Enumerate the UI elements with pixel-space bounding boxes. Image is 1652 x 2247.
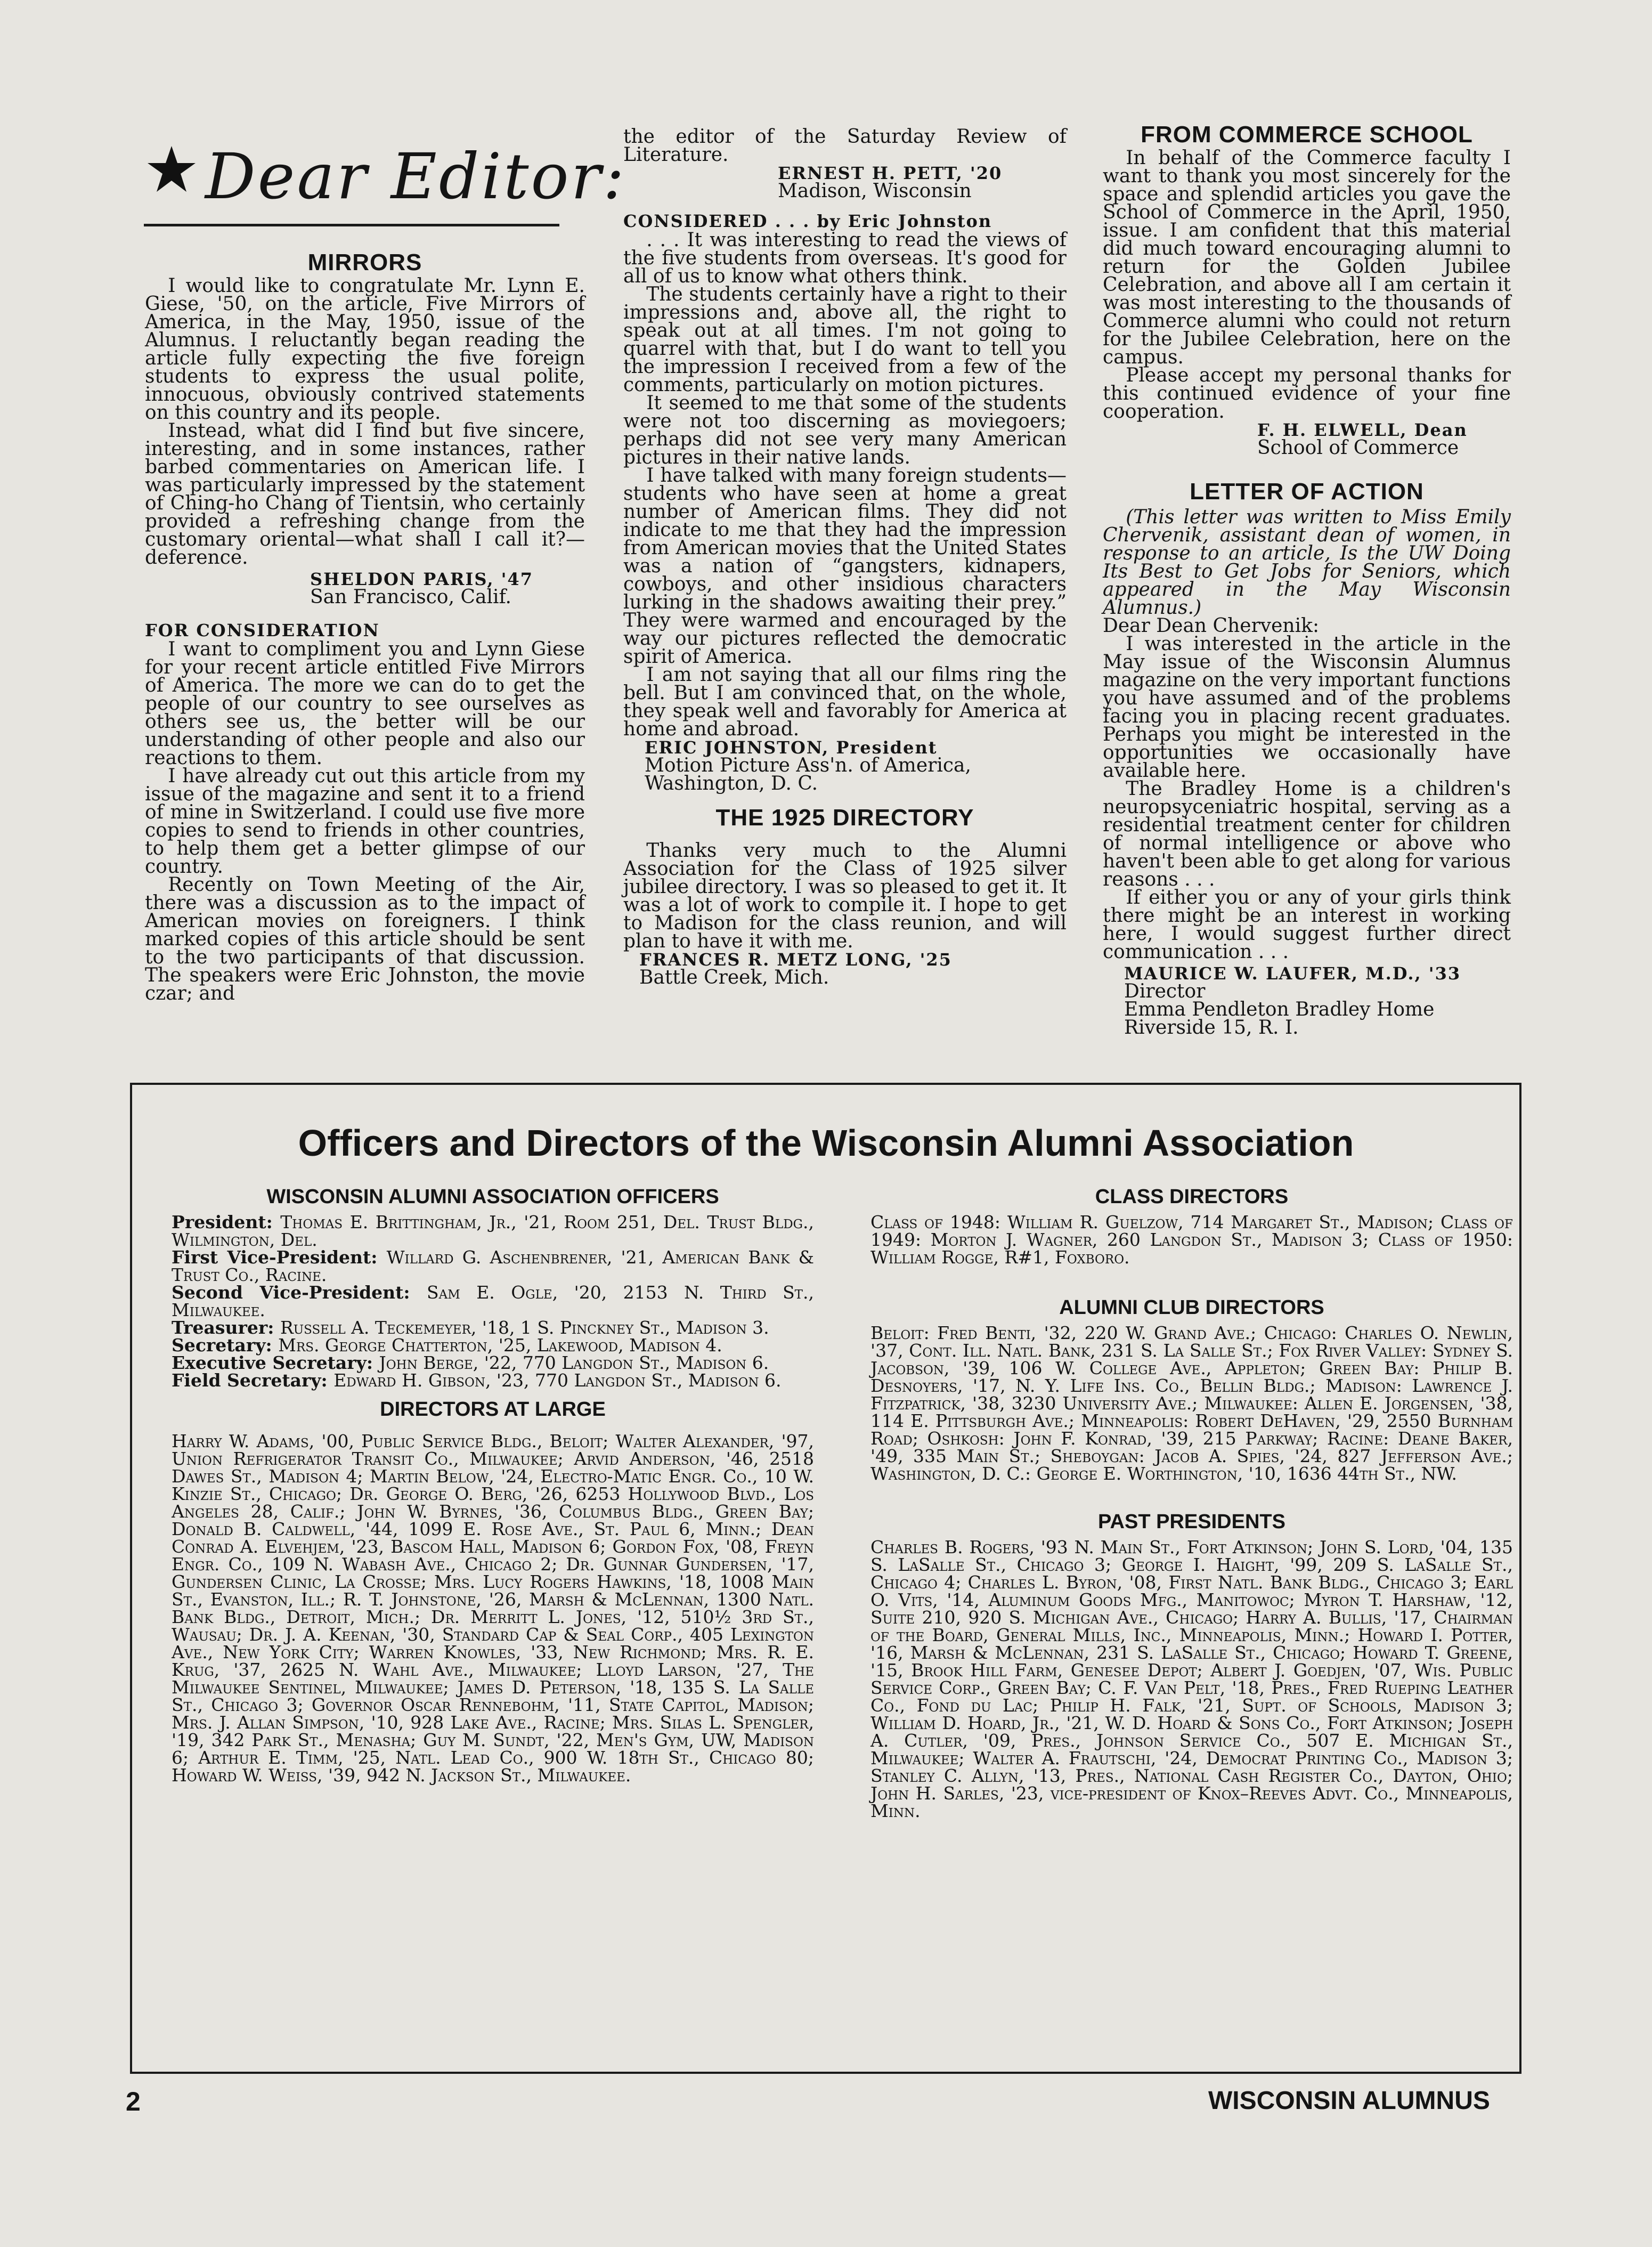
past-presidents-text: Charles B. Rogers, '93 N. Main St., Fort Atkinson; John S. Lord, '04, 135 S. LaSalle St., Chicago 3; George I. Haight, '99, 209 S. LaSalle St., Chicago 4; Charles L. Byron, '08, First Natl. Bank Bldg., Chicago 3; Earl O. Vits, '14, Aluminum Goods Mfg., Manitowoc; Myron T. Harshaw, '12, Suite 210, 920 S. Michigan Ave., Chicago; Harry A. Bullis, '17, Chairman of the Board, General Mills, Inc., Minneapolis, Minn.; Howard I. Potter, '16, Marsh & McLennan, 231 S. LaSalle St., Chicago; Howard T. Greene, '15, Brook Hill Farm, Genesee Depot; Albert J. Goedjen, '07, Wis. Public Service Corp., Green Bay; C. F. Van Pelt, '18, Pres., Fred Rueping Leather Co., Fond du Lac; Philip H. Falk, '21, Supt. of Schools, Madison 3; William D. Hoard, Jr., '21, W. D. Hoard & Sons Co., Fort Atkinson; Joseph A. Cutler, '09, Pres., Johnson Service Co., 507 E. Michigan St., Milwaukee; Walter A. Frautschi, '24, Democrat Printing Co., Madison 3; Stanley C. Allyn, '13, Pres., National Cash Register Co., Dayton, Ohio; John H. Sarles, '23, vice-president of Knox–Reeves Advt. Co., Minneapolis, Minn. — [870, 1537, 1513, 1821]
directory-signature: FRANCES R. METZ LONG, '25 — [639, 950, 952, 970]
action-signature-title: Director — [1124, 980, 1206, 1002]
commerce-paragraph: In behalf of the Commerce faculty I want to thank you most sincerely for the space and splendid articles you gave the School of Commerce in the April, 1950, issue. I am confident that this material did much toward encouraging alumni to return for the Golden Jubilee Celebration, and above all I am certain it was most interesting to the thousands of Commerce alumni who could not return for the Jubilee Celebration, here on the campus. — [1103, 147, 1511, 368]
officer-entry — [172, 1284, 814, 1319]
column-2 — [623, 128, 1067, 987]
johnston-paragraph: The students certainly have a right to their impressions and, above all, the right to speak out at all times. I'm not going to quarrel with that, but I do want to tell you the impression I received from a few of the comments, particularly on motion pictures. — [623, 283, 1067, 396]
action-signature-location: Riverside 15, R. I. — [1124, 1017, 1299, 1039]
club-directors-text: Beloit: Fred Benti, '32, 220 W. Grand Ave.; Chicago: Charles O. Newlin, '37, Cont. Ill. Natl. Bank, 231 S. La Salle St.; Fox River Valley: Sydney S. Jacobson, '39, 106 W. College Ave., Appleton; Green Bay: Philip B. Desnoyers, '17, N. Y. Life Ins. Co., Bellin Bldg.; Madison: Lawrence J. Fitzpatrick, '38, 3230 University Ave.; Milwaukee: Allen E. Jorgensen, '38, 114 E. Pittsburgh Ave.; Minneapolis: Robert DeHaven, '29, 2550 Burnham Road; Oshkosh: John F. Konrad, '39, 215 Parkway; Racine: Deane Baker, '49, 335 Main St.; Sheboygan: Jacob A. Spies, '24, 827 Jefferson Ave.; Washington, D. C.: George E. Worthington, '10, 1636 44th St., NW. — [870, 1323, 1513, 1484]
consideration-paragraph: Recently on Town Meeting of the Air, there was a discussion as to the impact of American movies on foreigners. I think marked copies of this article should be sent to the two participants of that discussion. The speakers were Eric Johnston, the movie czar; and — [145, 874, 585, 1004]
pett-signature: ERNEST H. PETT, '20 — [778, 163, 1003, 183]
action-salutation: Dear Dean Chervenik: — [1103, 615, 1320, 637]
commerce-signature: F. H. ELWELL, Dean — [1257, 420, 1468, 440]
column-3 — [1103, 121, 1511, 1039]
officer-role: Secretary: — [172, 1335, 279, 1356]
action-signature: MAURICE W. LAUFER, M.D., '33 — [1124, 963, 1461, 984]
pett-signature-location: Madison, Wisconsin — [778, 180, 972, 202]
magazine-name: WISCONSIN ALUMNUS — [1208, 2087, 1490, 2115]
officer-entry — [172, 1248, 814, 1284]
action-heading: LETTER OF ACTION — [1190, 478, 1424, 505]
officer-details: John Berge, '22, 770 Langdon St., Madison 6. — [379, 1352, 769, 1373]
class-directors-text: Class of 1948: William R. Guelzow, 714 Margaret St., Madison; Class of 1949: Morton J. Wagner, 260 Langdon St., Madison 3; Class of 1950: William Rogge, R#1, Foxboro. — [870, 1212, 1513, 1268]
officer-role: Treasurer: — [172, 1317, 280, 1338]
johnston-heading: CONSIDERED . . . by Eric Johnston — [623, 211, 992, 231]
officer-role: First Vice-President: — [172, 1247, 387, 1268]
consideration-paragraph: I have already cut out this article from my issue of the magazine and sent it to a friend of mine in Switzerland. I could use five more copies to send to friends in other countries, to help them get a better glimpse of our country. — [145, 765, 585, 878]
officer-role: Field Secretary: — [172, 1370, 334, 1391]
commerce-heading: FROM COMMERCE SCHOOL — [1141, 121, 1473, 148]
officer-details: Russell A. Teckemeyer, '18, 1 S. Pinckney St., Madison 3. — [280, 1317, 769, 1338]
action-signature-org: Emma Pendleton Bradley Home — [1124, 999, 1435, 1020]
column-1 — [145, 249, 585, 1004]
officer-details: Mrs. George Chatterton, '25, Lakewood, Madison 4. — [278, 1335, 722, 1356]
mirrors-signature-location: San Francisco, Calif. — [310, 586, 511, 608]
officers-list — [172, 1213, 814, 1389]
mirrors-paragraph: Instead, what did I find but five sincere, interesting, and in some instances, rather barbed commentaries on American life. I was particularly impressed by the statement of Ching-ho Chang of Tientsin, who certainly provided a refreshing change from the customary oriental—what shall I call it?—deference. — [145, 420, 585, 569]
officer-entry — [172, 1372, 814, 1389]
star-icon — [145, 143, 198, 196]
johnston-signature-org: Motion Picture Ass'n. of America, — [645, 755, 971, 776]
officer-role: Executive Secretary: — [172, 1352, 379, 1373]
continued-paragraph: the editor of the Saturday Review of Literature. — [623, 126, 1067, 166]
directory-signature-location: Battle Creek, Mich. — [639, 967, 829, 988]
officers-box-title: Officers and Directors of the Wisconsin Alumni Association — [298, 1122, 1354, 1164]
mirrors-paragraph: I would like to congratulate Mr. Lynn E. Giese, '50, on the article, Five Mirrors of America, in the May, 1950, issue of the Alumnus. I reluctantly began reading the article fully expecting the five foreign students to express the usual polite, innocuous, obviously contrived statements on this country and its people. — [145, 275, 585, 424]
johnston-paragraph: I am not saying that all our films ring the bell. But I am convinced that, on the whole, they speak well and favorably for America at home and abroad. — [623, 664, 1067, 740]
directory-heading: THE 1925 DIRECTORY — [715, 805, 974, 831]
directors-at-large-heading: DIRECTORS AT LARGE — [380, 1398, 606, 1421]
consideration-paragraph: I want to compliment you and Lynn Giese for your recent article entitled Five Mirrors of America. The more we can do to get the people of our country to see ourselves as others see us, the better will be our understanding of other people and also our reactions to them. — [145, 638, 585, 769]
johnston-signature-location: Washington, D. C. — [645, 773, 818, 794]
officer-details: Willard G. Aschenbrener, '21, American Bank & Trust Co., Racine. — [172, 1247, 814, 1285]
mirrors-heading: MIRRORS — [307, 249, 422, 275]
directory-paragraph: Thanks very much to the Alumni Association for the Class of 1925 silver jubilee directory. I was so pleased to get it. It was a lot of work to compile it. I hope to get to Madison for the class reunion, and will plan to have it with me. — [623, 840, 1067, 952]
club-directors-heading: ALUMNI CLUB DIRECTORS — [1059, 1296, 1324, 1319]
officer-details: Thomas E. Brittingham, Jr., '21, Room 251, Del. Trust Bldg., Wilmington, Del. — [172, 1212, 814, 1250]
class-directors-heading: CLASS DIRECTORS — [1095, 1186, 1289, 1208]
officers-right-column — [870, 1188, 1513, 1820]
officer-role: President: — [172, 1212, 281, 1232]
officer-entry — [172, 1213, 814, 1248]
directors-at-large-text: Harry W. Adams, '00, Public Service Bldg., Beloit; Walter Alexander, '97, Union Refrigerator Transit Co., Milwaukee; Arvid Anderson, '46, 2518 Dawes St., Madison 4; Martin Below, '24, Electro-Matic Engr. Co., 10 W. Kinzie St., Chicago; Dr. George O. Berg, '26, 6253 Hollywood Blvd., Los Angeles 28, Calif.; John W. Byrnes, '36, Columbus Bldg., Green Bay; Donald B. Caldwell, '44, 1099 E. Rose Ave., St. Paul 6, Minn.; Dean Conrad A. Elvehjem, '23, Bascom Hall, Madison 6; Gordon Fox, '08, Freyn Engr. Co., 109 N. Wabash Ave., Chicago 2; Dr. Gunnar Gundersen, '17, Gundersen Clinic, La Crosse; Mrs. Lucy Rogers Hawkins, '18, 1008 Main St., Evanston, Ill.; R. T. Johnstone, '26, Marsh & McLennan, 1300 Natl. Bank Bldg., Detroit, Mich.; Dr. Merritt L. Jones, '12, 510½ 3rd St., Wausau; Dr. J. A. Keenan, '30, Standard Cap & Seal Corp., 405 Lexington Ave., New York City; Warren Knowles, '33, New Richmond; Mrs. R. E. Krug, '37, 2625 N. Wahl Ave., Milwaukee; Lloyd Larson, '27, The Milwaukee Sentinel, Milwaukee; James D. Peterson, '18, 135 S. La Salle St., Chicago 3; Governor Oscar Rennebohm, '11, State Capitol, Madison; Mrs. J. Allan Simpson, '10, 928 Lake Ave., Racine; Mrs. Silas L. Spengler, '19, 342 Park St., Menasha; Guy M. Sundt, '22, Men's Gym, UW, Madison 6; Arthur E. Timm, '25, Natl. Lead Co., 900 W. 18th St., Chicago 80; Howard W. Weiss, '39, 942 N. Jackson St., Milwaukee. — [172, 1431, 814, 1786]
page-title: Dear Editor: — [205, 140, 626, 213]
johnston-signature: ERIC JOHNSTON, President — [645, 737, 938, 758]
action-paragraph: If either you or any of your girls think there might be an interest in working here, I would suggest further direct communication . . . — [1103, 887, 1511, 963]
officers-left-column — [172, 1188, 814, 1784]
officers-heading: WISCONSIN ALUMNI ASSOCIATION OFFICERS — [266, 1186, 719, 1208]
officer-details: Edward H. Gibson, '23, 770 Langdon St., Madison 6. — [333, 1370, 782, 1391]
officer-role: Second Vice-President: — [172, 1282, 427, 1303]
action-paragraph: The Bradley Home is a children's neuropsyceniatric hospital, serving as a residential treatment center for children of normal intelligence or above who haven't been able to get along for various reasons . . . — [1103, 778, 1511, 890]
johnston-paragraph: I have talked with many foreign students—students who have seen at home a great number of American films. They did not indicate to me that they had the impression from American movies that the United States was a nation of “gangsters, kidnapers, cowboys, and other insidious characters lurking in the shadows awaiting their prey.” They were warmed and encouraged by the way our pictures reflected the democratic spirit of America. — [623, 465, 1067, 668]
commerce-signature-title: School of Commerce — [1257, 437, 1459, 459]
page-number: 2 — [126, 2087, 141, 2116]
past-presidents-heading: PAST PRESIDENTS — [1098, 1511, 1285, 1533]
commerce-paragraph: Please accept my personal thanks for this continued evidence of your fine cooperation. — [1103, 364, 1511, 423]
officer-entry — [172, 1336, 814, 1354]
action-paragraph: I was interested in the article in the May issue of the Wisconsin Alumnus magazine on the very important functions you have assumed and of the problems facing you in placing recent graduates. Perhaps you might be interested in the opportunities we occasionally have available here. — [1103, 633, 1511, 782]
mirrors-signature: SHELDON PARIS, '47 — [310, 569, 533, 589]
title-divider — [144, 224, 559, 226]
action-intro: (This letter was written to Miss Emily Chervenik, assistant dean of women, in response to an article, Is the UW Doing Its Best to Get Jobs for Seniors, which appeared in the May Wisconsin Alumnus.) — [1103, 506, 1511, 619]
officer-entry — [172, 1319, 814, 1336]
johnston-paragraph: It seemed to me that some of the students were not too discerning as moviegoers; perhaps did not see very many American pictures in their native lands. — [623, 392, 1067, 468]
johnston-paragraph: . . . It was interesting to read the views of the five students from overseas. It's good for all of us to know what others think. — [623, 229, 1067, 287]
officer-entry — [172, 1354, 814, 1372]
officer-details: Sam E. Ogle, '20, 2153 N. Third St., Milwaukee. — [172, 1282, 814, 1320]
consideration-heading: FOR CONSIDERATION — [145, 620, 380, 640]
